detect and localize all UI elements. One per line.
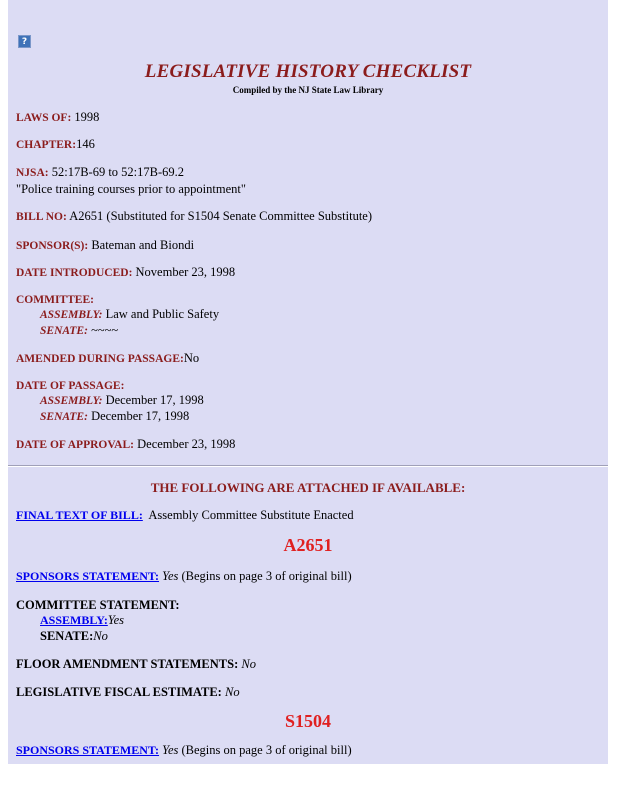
a2651-sponsors-statement-yes: Yes [162,569,179,583]
bill-no-value: A2651 (Substituted for S1504 Senate Committee Substitute) [69,209,373,223]
help-icon[interactable]: ? [18,35,31,48]
committee-assembly-value: Law and Public Safety [105,307,220,321]
sponsors-row [16,237,194,255]
final-text-value: Assembly Committee Substitute Enacted [148,508,354,522]
passage-assembly-value: December 17, 1998 [105,393,204,407]
committee-statement-assembly-link[interactable]: ASSEMBLY: [40,613,108,627]
fiscal-estimate-label: LEGISLATIVE FISCAL ESTIMATE: [16,685,222,699]
page-title: LEGISLATIVE HISTORY CHECKLIST [144,61,472,82]
a2651-sponsors-statement-row [16,568,352,585]
committee-senate-row [16,322,118,340]
laws-of-row [16,109,99,127]
amended-label: AMENDED DURING PASSAGE: [16,353,184,365]
date-introduced-value: November 23, 1998 [135,265,236,279]
sponsors-label: SPONSOR(S): [16,240,89,252]
date-introduced-label: DATE INTRODUCED: [16,267,133,279]
attached-heading: THE FOLLOWING ARE ATTACHED IF AVAILABLE: [150,480,466,495]
s1504-sponsors-statement-yes: Yes [162,743,179,757]
date-of-passage-label: DATE OF PASSAGE: [16,380,125,392]
bill-heading-a2651: A2651 [283,535,333,555]
final-text-link[interactable]: FINAL TEXT OF BILL: [16,508,143,522]
passage-senate-value: December 17, 1998 [91,409,190,423]
fiscal-estimate-row [16,684,240,701]
floor-amendment-value: No [241,657,256,671]
fiscal-estimate-value: No [224,685,240,699]
section-divider [8,465,608,467]
s1504-sponsors-statement-row [16,742,352,759]
committee-statement-senate-label: SENATE: [40,629,94,643]
passage-senate-row [16,408,189,426]
committee-statement-assembly-value: Yes [107,613,125,627]
checklist-page [8,0,608,764]
committee-label: COMMITTEE: [16,294,94,306]
chapter-row [16,136,95,154]
bill-no-label: BILL NO: [16,211,67,223]
chapter-label: CHAPTER: [16,139,77,151]
committee-assembly-label: ASSEMBLY: [40,309,103,321]
floor-amendment-label: FLOOR AMENDMENT STATEMENTS: [16,657,239,671]
njsa-row [16,164,184,182]
amended-row [16,350,199,368]
committee-statement-senate-row [16,628,108,645]
njsa-label: NJSA: [16,167,49,179]
chapter-value: 146 [76,137,95,151]
njsa-description [16,181,246,198]
committee-statement-senate-value: No [93,629,108,643]
committee-senate-label: SENATE: [40,325,88,337]
bill-no-row [16,208,372,226]
njsa-description-text: "Police training courses prior to appointment" [16,182,246,196]
committee-statement-label: COMMITTEE STATEMENT: [16,598,180,612]
amended-value: No [183,351,200,365]
laws-of-label: LAWS OF: [16,112,72,124]
a2651-sponsors-statement-link[interactable]: SPONSORS STATEMENT: [16,569,160,583]
a2651-sponsors-statement-note: (Begins on page 3 of original bill) [181,569,352,583]
njsa-value: 52:17B-69 to 52:17B-69.2 [51,165,185,179]
date-introduced-row [16,264,235,282]
s1504-sponsors-statement-link[interactable]: SPONSORS STATEMENT: [16,743,160,757]
final-text-row [16,507,354,524]
sponsors-value: Bateman and Biondi [91,238,195,252]
date-of-approval-row [16,436,235,454]
date-of-approval-label: DATE OF APPROVAL: [16,439,134,451]
page-subtitle: Compiled by the NJ State Law Library [232,85,384,95]
s1504-sponsors-statement-note: (Begins on page 3 of original bill) [181,743,352,757]
passage-assembly-label: ASSEMBLY: [40,395,103,407]
committee-statement-assembly-row [16,612,124,629]
date-of-approval-value: December 23, 1998 [137,437,236,451]
committee-senate-value: ~~~~ [91,323,119,337]
floor-amendment-row [16,656,256,673]
bill-heading-s1504: S1504 [284,711,331,731]
passage-senate-label: SENATE: [40,411,88,423]
laws-of-value: 1998 [74,110,100,124]
